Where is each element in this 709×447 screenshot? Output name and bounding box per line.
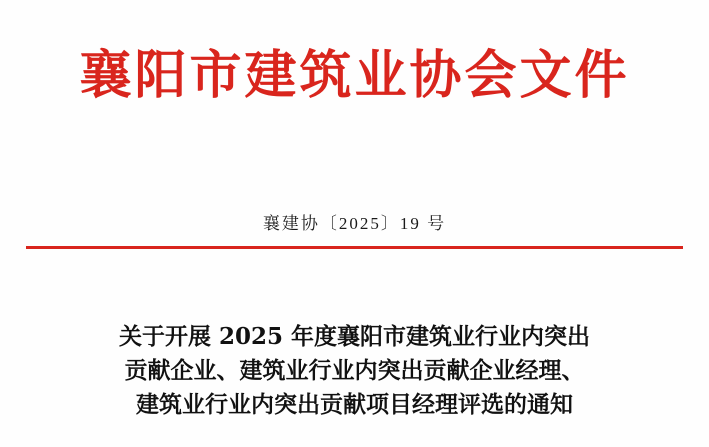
document-header-title: 襄阳市建筑业协会文件: [79, 45, 630, 106]
subject-line-1: 关于开展 2025 年度襄阳市建筑业行业内突出: [118, 323, 591, 350]
subject-line-3: 建筑业行业内突出贡献项目经理评选的通知: [136, 391, 573, 418]
red-separator-rule: [26, 246, 683, 249]
subject-line-2: 贡献企业、建筑业行业内突出贡献企业经理、: [124, 357, 585, 384]
document-number: 襄建协〔2025〕19 号: [262, 214, 447, 233]
document-subject-heading: [55, 320, 654, 422]
